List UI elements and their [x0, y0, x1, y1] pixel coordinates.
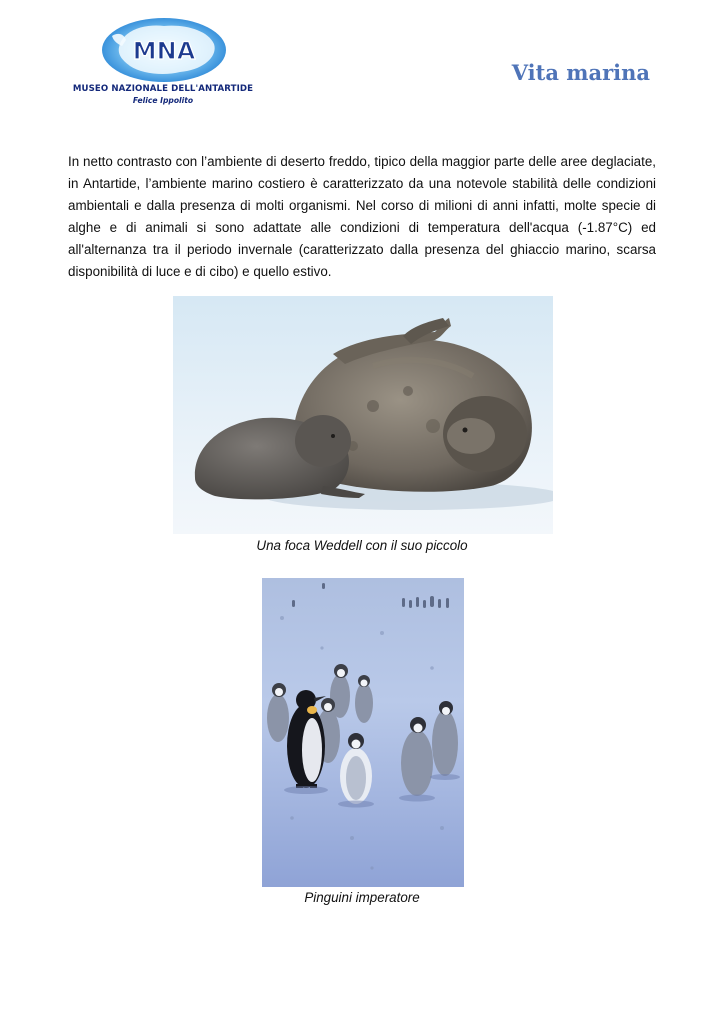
intro-paragraph: In netto contrasto con l’ambiente di deserto freddo, tipico della maggior parte delle aree deglaciate, in Antartide, l’ambiente marino costiero è caratterizzato da una notevole stabilità delle condizioni ambientali e dalla presenza di molti organismi. Nel corso di milioni di anni infatti, molte specie di alghe e di animali si sono adattate alle condizioni di temperatura dell'acqua (-1.87°C) ed all'alternanza tra il periodo invernale (caratterizzato dalla presenza del ghiaccio marino, scarsa disponibilità di luce e di cibo) e quello estivo.: [68, 154, 656, 279]
logo-abbreviation: MNA: [132, 37, 196, 65]
penguins-illustration: [262, 578, 464, 887]
logo-subtitle: Felice Ippolito: [132, 96, 194, 105]
seal-illustration: [173, 296, 553, 534]
penguins-caption: Pinguini imperatore: [304, 890, 420, 905]
emperor-penguins-photo: [262, 578, 464, 887]
page-title: Vita marina: [511, 60, 650, 85]
weddell-seal-photo: [173, 296, 553, 534]
seal-caption: Una foca Weddell con il suo piccolo: [256, 538, 468, 553]
logo-museum-name: MUSEO NAZIONALE DELL'ANTARTIDE: [72, 84, 254, 94]
museum-logo: [68, 14, 258, 110]
antarctica-logo-icon: [68, 14, 258, 84]
